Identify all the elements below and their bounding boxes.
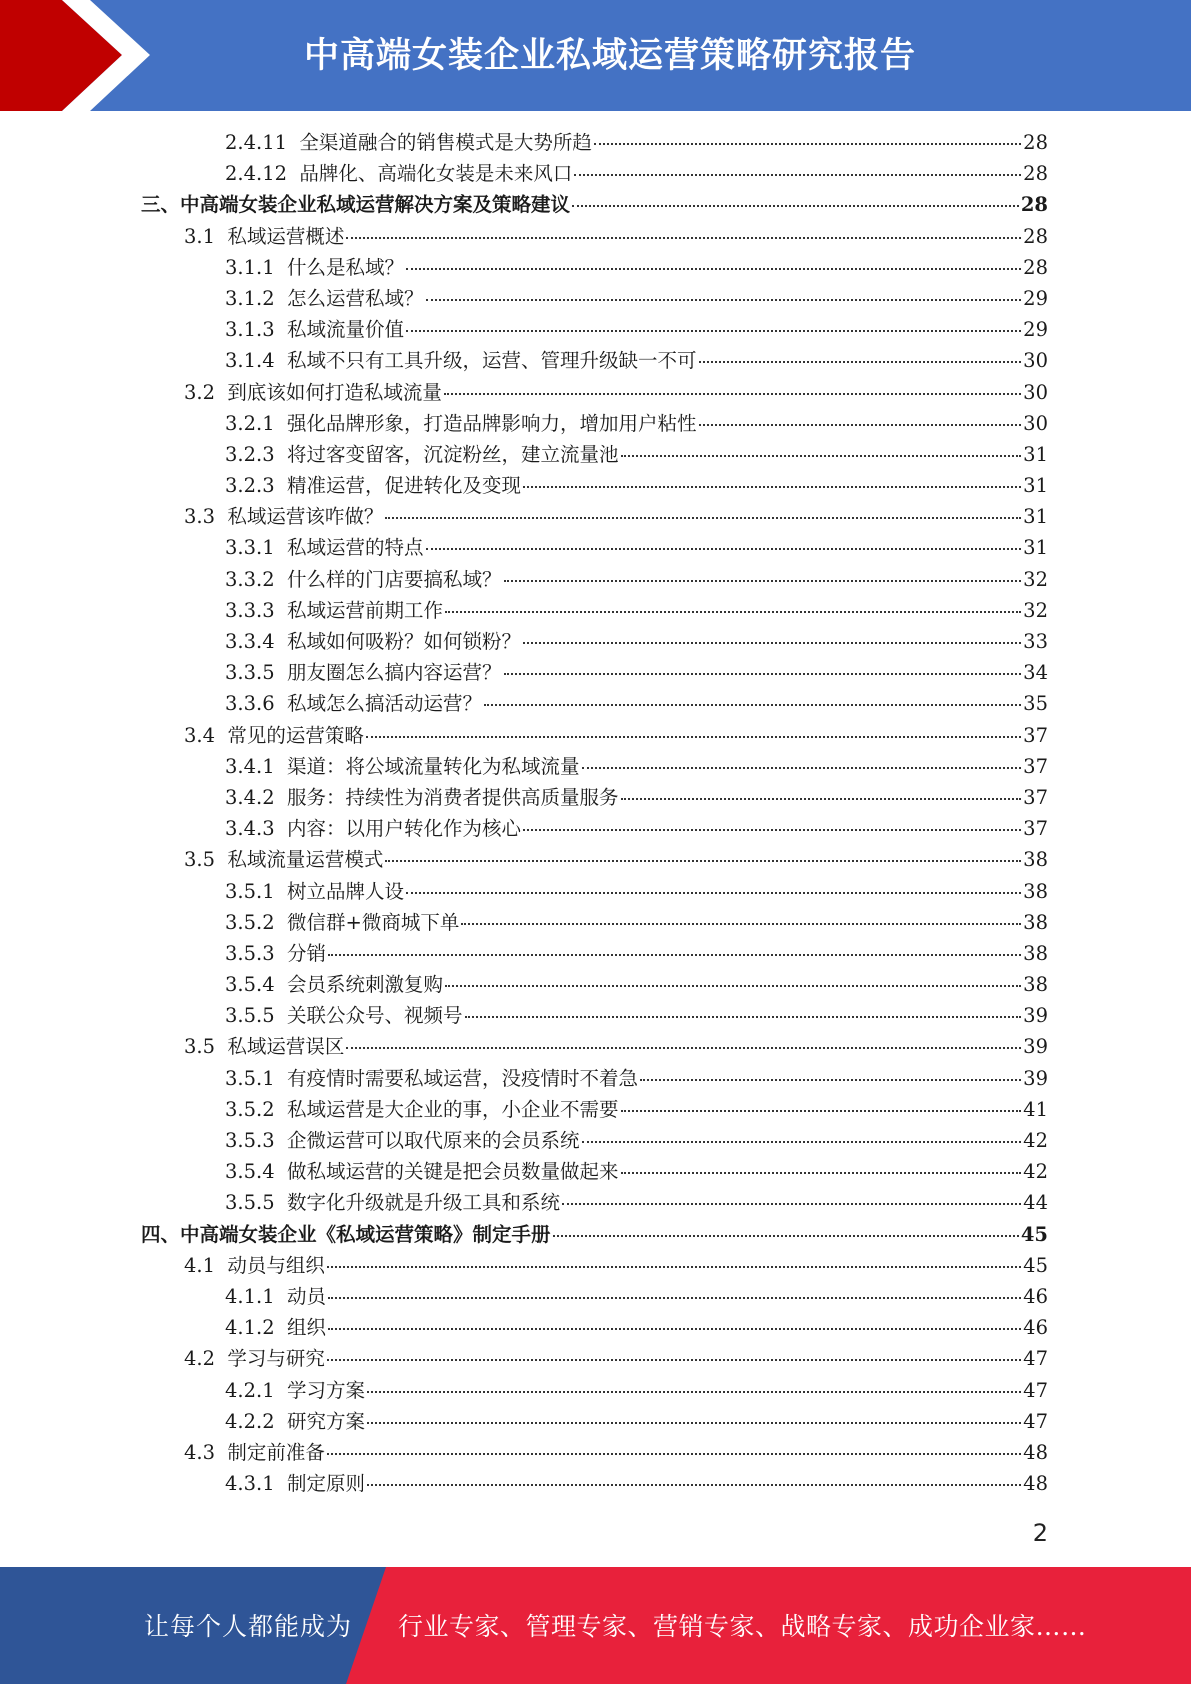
page-header [0,0,1191,111]
toc-entry-title: 3.1.2 怎么运营私域？ [225,286,424,310]
toc-entry-title: 2.4.11 全渠道融合的销售模式是大势所趋 [225,131,592,154]
dot-leader [582,1141,1022,1143]
toc-entry-title: 3.1.4 私域不只有工具升级，运营、管理升级缺一不可 [225,349,697,373]
toc-entry-title: 3.1 私域运营概述 [184,224,345,248]
toc-entry[interactable] [0,377,1191,408]
toc-entry-title: 3.5.2 私域运营是大企业的事，小企业不需要 [225,1097,619,1121]
dot-leader [461,923,1021,925]
toc-entry-page: 38 [1023,848,1048,872]
toc-entry-title: 3.2.3 精准运营，促进转化及变现 [225,474,522,498]
dot-leader [367,1484,1021,1486]
toc-entry[interactable] [0,1219,1191,1250]
table-of-contents [0,127,1191,1499]
toc-entry-page: 47 [1023,1409,1048,1433]
toc-entry[interactable] [0,345,1191,376]
toc-entry-title: 3.4.2 服务：持续性为消费者提供高质量服务 [225,785,619,809]
toc-entry[interactable] [0,470,1191,501]
toc-entry-page: 46 [1023,1316,1048,1340]
toc-entry[interactable] [0,1063,1191,1094]
toc-entry-page: 45 [1023,1253,1048,1277]
toc-entry[interactable] [0,1406,1191,1437]
toc-entry-page: 35 [1023,692,1048,716]
toc-entry-page: 31 [1023,536,1048,560]
dot-leader [504,580,1022,582]
toc-entry-title: 2.4.12 品牌化、高端化女装是未来风口 [225,162,573,186]
toc-entry[interactable] [0,751,1191,782]
page-number: 2 [1032,1519,1048,1547]
dot-leader [328,954,1021,956]
toc-entry-page: 31 [1023,505,1048,529]
dot-leader [406,892,1021,894]
toc-entry-title: 3.3.1 私域运营的特点 [225,536,424,560]
dot-leader [553,1235,1019,1237]
toc-entry[interactable] [0,720,1191,751]
toc-entry-page: 44 [1023,1191,1048,1215]
toc-entry-page: 28 [1023,162,1048,186]
dot-leader [426,548,1022,550]
toc-entry[interactable] [0,1343,1191,1374]
toc-entry-title: 3.3.6 私域怎么搞活动运营？ [225,692,483,716]
dot-leader [426,299,1022,301]
toc-entry[interactable] [0,844,1191,875]
toc-entry-page: 28 [1023,131,1048,154]
toc-entry-title: 3.1.3 私域流量价值 [225,318,405,342]
footer-slogan-left: 让每个人都能成为 [144,1612,353,1641]
toc-entry[interactable] [0,1437,1191,1468]
toc-entry[interactable] [0,252,1191,283]
toc-entry-title: 4.2.1 学习方案 [225,1378,366,1402]
dot-leader [640,1079,1021,1081]
toc-entry[interactable] [0,1468,1191,1499]
dot-leader [562,1203,1021,1205]
toc-entry[interactable] [0,1094,1191,1125]
toc-entry-page: 37 [1023,723,1048,747]
toc-entry[interactable] [0,1281,1191,1312]
toc-entry[interactable] [0,626,1191,657]
dot-leader [327,1359,1021,1361]
toc-entry[interactable] [0,1125,1191,1156]
toc-entry-page: 30 [1023,411,1048,435]
toc-entry[interactable] [0,564,1191,595]
dot-leader [465,1016,1022,1018]
dot-leader [406,268,1021,270]
dot-leader [523,642,1021,644]
page-footer [0,1567,1191,1684]
toc-entry-title: 3.2.3 将过客变留客，沉淀粉丝，建立流量池 [225,442,619,466]
toc-entry[interactable] [0,283,1191,314]
toc-entry-title: 3.3.2 什么样的门店要搞私域？ [225,567,502,591]
toc-entry[interactable] [0,1187,1191,1218]
toc-entry[interactable] [0,408,1191,439]
toc-entry-page: 31 [1023,442,1048,466]
dot-leader [523,829,1021,831]
toc-entry-page: 37 [1023,817,1048,841]
toc-entry[interactable] [0,688,1191,719]
toc-entry-title: 三、中高端女装企业私域运营解决方案及策略建议 [141,193,571,217]
dot-leader [621,1172,1022,1174]
toc-entry-page: 48 [1023,1440,1048,1464]
toc-entry-title: 3.3 私域运营该咋做？ [184,505,384,529]
toc-entry-page: 47 [1023,1378,1048,1402]
toc-entry-title: 4.3.1 制定原则 [225,1472,366,1496]
dot-leader [445,985,1021,987]
toc-entry-title: 3.5.5 数字化升级就是升级工具和系统 [225,1191,561,1215]
toc-entry-page: 29 [1023,286,1048,310]
report-title: 中高端女装企业私域运营策略研究报告 [303,36,916,76]
dot-leader [621,1110,1022,1112]
dot-leader [406,330,1021,332]
toc-entry-title: 3.1.1 什么是私域？ [225,255,405,279]
toc-entry-page: 30 [1023,380,1048,404]
toc-entry-page: 32 [1023,567,1048,591]
toc-entry-page: 48 [1023,1472,1048,1496]
toc-entry-title: 3.2 到底该如何打造私域流量 [184,380,442,404]
toc-entry-title: 3.5.5 关联公众号、视频号 [225,1004,463,1028]
toc-entry-page: 28 [1020,193,1048,217]
toc-entry[interactable] [0,969,1191,1000]
toc-entry-page: 30 [1023,349,1048,373]
toc-entry-page: 31 [1023,474,1048,498]
toc-entry-page: 46 [1023,1284,1048,1308]
toc-entry-title: 3.5 私域流量运营模式 [184,848,384,872]
toc-entry-page: 33 [1023,630,1048,653]
toc-entry-page: 38 [1023,973,1048,997]
dot-leader [444,393,1021,395]
toc-entry[interactable] [0,657,1191,688]
toc-entry-title: 4.1 动员与组织 [184,1253,325,1277]
toc-entry[interactable] [0,127,1191,158]
dot-leader [346,237,1021,239]
toc-entry-title: 4.1.1 动员 [225,1284,327,1308]
toc-entry-page: 28 [1023,224,1048,248]
dot-leader [594,143,1021,145]
toc-entry[interactable] [0,1031,1191,1062]
dot-leader [385,517,1021,519]
toc-entry[interactable] [0,439,1191,470]
toc-entry-page: 42 [1023,1129,1048,1152]
toc-entry[interactable] [0,189,1191,220]
toc-entry-page: 38 [1023,941,1048,965]
toc-entry-title: 3.3.4 私域如何吸粉？如何锁粉？ [225,630,522,653]
toc-entry-page: 45 [1020,1222,1048,1246]
dot-leader [346,1047,1021,1049]
toc-entry[interactable] [0,907,1191,938]
dot-leader [328,1297,1021,1299]
dot-leader [582,767,1022,769]
toc-entry[interactable] [0,1375,1191,1406]
toc-entry-page: 29 [1023,318,1048,342]
toc-entry-page: 42 [1023,1160,1048,1184]
toc-entry[interactable] [0,1250,1191,1281]
toc-entry-title: 3.5.1 树立品牌人设 [225,879,405,903]
toc-entry-title: 3.4.3 内容：以用户转化作为核心 [225,817,522,841]
toc-entry-title: 3.3.3 私域运营前期工作 [225,598,444,622]
dot-leader [385,860,1021,862]
toc-entry-page: 34 [1023,661,1048,685]
toc-entry[interactable] [0,314,1191,345]
toc-entry[interactable] [0,158,1191,189]
toc-entry-title: 3.5.1 有疫情时需要私域运营，没疫情时不着急 [225,1066,639,1090]
dot-leader [328,1328,1021,1330]
toc-entry[interactable] [0,938,1191,969]
toc-entry[interactable] [0,532,1191,563]
dot-leader [367,1422,1021,1424]
toc-entry-title: 4.3 制定前准备 [184,1440,325,1464]
toc-entry-page: 39 [1023,1066,1048,1090]
toc-entry-page: 28 [1023,255,1048,279]
toc-entry-page: 39 [1023,1035,1048,1059]
toc-entry[interactable] [0,595,1191,626]
toc-entry[interactable] [0,221,1191,252]
dot-leader [484,704,1021,706]
toc-entry-title: 3.4 常见的运营策略 [184,723,364,747]
toc-entry-title: 3.5.4 会员系统刺激复购 [225,973,444,997]
dot-leader [504,673,1022,675]
toc-entry-title: 3.4.1 渠道：将公域流量转化为私域流量 [225,754,580,778]
toc-entry-title: 3.5 私域运营误区 [184,1035,345,1059]
toc-entry[interactable] [0,1312,1191,1343]
dot-leader [699,424,1022,426]
dot-leader [366,736,1021,738]
toc-entry-title: 4.2 学习与研究 [184,1347,325,1371]
toc-entry-title: 3.5.3 分销 [225,941,327,965]
toc-entry-page: 38 [1023,879,1048,903]
toc-entry-page: 47 [1023,1347,1048,1371]
toc-entry[interactable] [0,876,1191,907]
toc-entry-title: 3.2.1 强化品牌形象，打造品牌影响力，增加用户粘性 [225,411,697,435]
toc-entry-page: 41 [1023,1097,1048,1121]
dot-leader [574,174,1021,176]
toc-entry[interactable] [0,501,1191,532]
toc-entry-title: 3.5.4 做私域运营的关键是把会员数量做起来 [225,1160,619,1184]
dot-leader [327,1453,1021,1455]
toc-entry-page: 38 [1023,910,1048,934]
toc-entry-title: 3.5.2 微信群+微商城下单 [225,910,460,934]
toc-entry[interactable] [0,782,1191,813]
dot-leader [367,1391,1021,1393]
toc-entry[interactable] [0,813,1191,844]
toc-entry-page: 32 [1023,598,1048,622]
toc-entry[interactable] [0,1156,1191,1187]
toc-entry-title: 4.1.2 组织 [225,1316,327,1340]
toc-entry-title: 四、中高端女装企业《私域运营策略》制定手册 [141,1222,551,1246]
dot-leader [523,486,1021,488]
dot-leader [621,455,1022,457]
toc-entry-title: 3.5.3 企微运营可以取代原来的会员系统 [225,1129,580,1152]
dot-leader [327,1266,1021,1268]
toc-entry-page: 37 [1023,785,1048,809]
toc-entry-title: 4.2.2 研究方案 [225,1409,366,1433]
footer-slogan-right: 行业专家、管理专家、营销专家、战略专家、成功企业家…… [398,1612,1087,1641]
dot-leader [699,361,1022,363]
dot-leader [572,205,1019,207]
toc-entry-page: 37 [1023,754,1048,778]
toc-entry-title: 3.3.5 朋友圈怎么搞内容运营？ [225,661,502,685]
toc-entry[interactable] [0,1000,1191,1031]
dot-leader [445,611,1021,613]
dot-leader [621,798,1022,800]
toc-entry-page: 39 [1023,1004,1048,1028]
